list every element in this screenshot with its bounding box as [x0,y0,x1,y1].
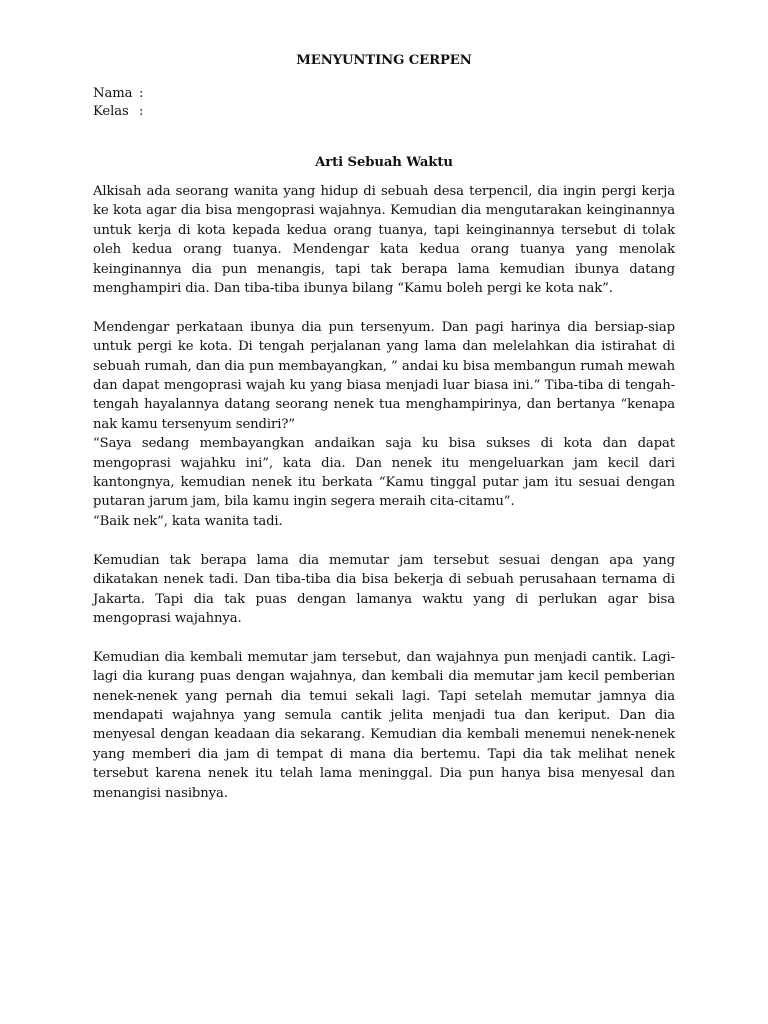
field-colon-kelas: : [139,104,144,119]
field-label-kelas: Kelas [93,104,129,119]
document-title: MENYUNTING CERPEN [296,53,472,68]
field-label-nama: Nama [93,86,133,101]
paragraph-gap [93,628,675,647]
story-paragraph-5: Kemudian tak berapa lama dia memutar jam tersebut sesuai dengan apa yang dikatakan nenek tadi. Dan tiba-tiba dia bisa bekerja di sebuah perusahaan ternama di Jakarta. Tapi dia tak puas dengan lamanya waktu yang di perlukan agar bisa mengoprasi wajahnya. [93,552,675,626]
paragraph-gap [93,531,675,550]
story-paragraph-4: “Baik nek”, kata wanita tadi. [93,513,283,529]
field-colon-nama: : [139,86,144,101]
field-nama [93,85,675,103]
paragraph-gap [93,298,675,317]
student-fields [93,85,675,121]
story-paragraph-1: Alkisah ada seorang wanita yang hidup di sebuah desa terpencil, dia ingin pergi kerja ke kota agar dia bisa mengoprasi wajahnya. Kemudian dia mengutarakan keinginannya untuk kerja di kota kepada kedua orang tuanya, tapi keinginannya tersebut di tolak oleh kedua orang tuanya. Mendengar kata kedua orang tuanya yang menolak keinginannya dia pun menangis, tapi tak berapa lama kemudian ibunya datang menghampiri dia. Dan tiba-tiba ibunya bilang “Kamu boleh pergi ke kota nak”. [93,184,675,297]
story-paragraph-6: Kemudian dia kembali memutar jam tersebut, dan wajahnya pun menjadi cantik. Lagi-lagi dia kurang puas dengan wajahnya, dan kembali dia memutar jam kecil pemberian nenek-nenek yang pernah dia temui sekali lagi. Tapi setelah memutar jamnya dia mendapati wajahnya yang semula cantik jelita menjadi tua dan keriput. Dan dia menyesal dengan keadaan dia sekarang. Kemudian dia kembali menemui nenek-nenek yang memberi dia jam di tempat di mana dia bertemu. Tapi dia tak melihat nenek tersebut karena nenek itu telah lama meninggal. Dia pun hanya bisa menyesal dan menangisi nasibnya. [93,649,675,801]
document-page [93,52,675,803]
story-paragraph-2: Mendengar perkataan ibunya dia pun tersenyum. Dan pagi harinya dia bersiap-siap untuk pergi ke kota. Di tengah perjalanan yang lama dan melelahkan dia istirahat di sebuah rumah, dan dia pun membayangkan, ” andai ku bisa membangun rumah mewah dan dapat mengoprasi wajah ku yang biasa menjadi luar biasa ini.” Tiba-tiba di tengah-tengah hayalannya datang seorang nenek tua menghampirinya, dan bertanya “kenapa nak kamu tersenyum sendiri?” [93,319,675,432]
field-kelas [93,103,675,121]
story-paragraph-3: “Saya sedang membayangkan andaikan saja ku bisa sukses di kota dan dapat mengoprasi wajahku ini”, kata dia. Dan nenek itu mengeluarkan jam kecil dari kantongnya, kemudian nenek itu berkata “Kamu tinggal putar jam itu sesuai dengan putaran jarum jam, bila kamu ingin segera meraih cita-citamu”. [93,436,675,510]
story-title: Arti Sebuah Waktu [315,155,453,170]
